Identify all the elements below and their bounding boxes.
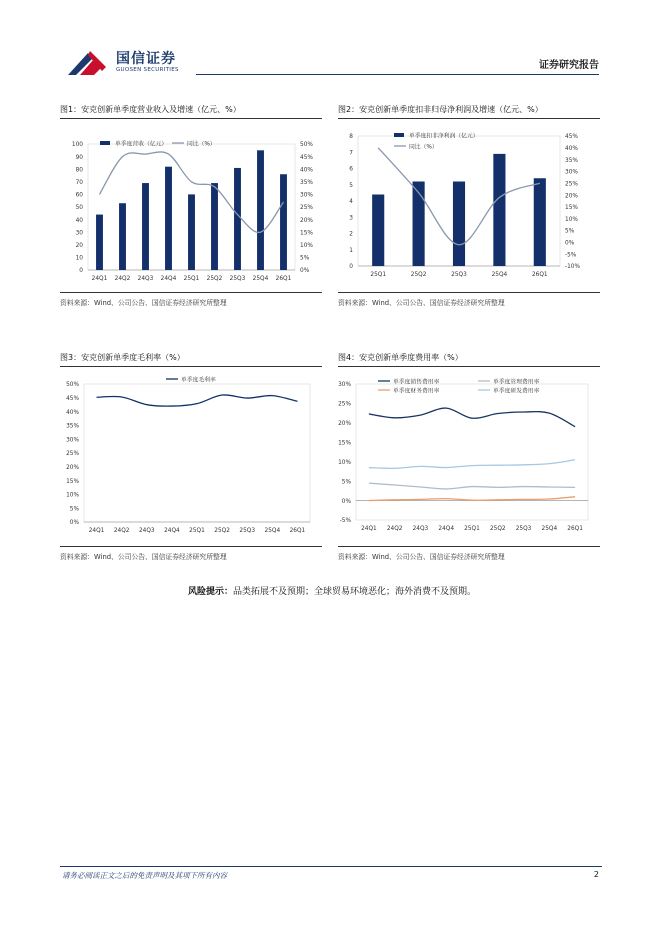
- chart-4-expense-ratios: [338, 370, 600, 544]
- y-tick-label: 2: [349, 231, 353, 238]
- figure-4-bottom-rule: [338, 546, 600, 547]
- legend-label: 单季度研发费用率: [493, 388, 540, 395]
- series-line: [369, 497, 575, 501]
- x-tick-label: 24Q4: [438, 526, 455, 532]
- series-line: [369, 483, 575, 489]
- y-tick-label: 5%: [69, 506, 79, 513]
- bar: [257, 150, 264, 270]
- bar: [453, 182, 465, 267]
- figure-3-top-rule: [60, 366, 322, 367]
- y-tick-label: 30%: [338, 382, 351, 389]
- x-tick-label: 25Q1: [370, 272, 387, 278]
- bar: [534, 178, 546, 266]
- y-tick-label: 0: [349, 264, 353, 271]
- y-tick-label: 30%: [66, 437, 79, 444]
- x-tick-label: 25Q3: [451, 272, 467, 278]
- y-tick-label: 8: [349, 134, 353, 141]
- y-tick-label: 45%: [66, 396, 79, 402]
- y2-tick-label: 0%: [565, 240, 575, 247]
- y2-tick-label: 25%: [565, 181, 578, 188]
- figure-2-bottom-rule: [338, 292, 600, 293]
- y2-tick-label: 40%: [300, 167, 313, 174]
- y-tick-label: 100: [71, 142, 83, 149]
- y2-tick-label: 15%: [300, 230, 313, 237]
- footer-divider: [60, 866, 602, 867]
- logo-text-en: GUOSEN SECURITIES: [116, 67, 179, 73]
- figure-2-title: 图2：安克创新单季度扣非归母净利润及增速（亿元、%）: [338, 105, 543, 114]
- y-tick-label: 60: [75, 192, 83, 199]
- figure-4-top-rule: [338, 366, 600, 367]
- bar: [372, 195, 384, 267]
- header-divider: [196, 74, 599, 75]
- x-tick-label: 25Q3: [515, 526, 532, 532]
- y-tick-label: 0: [79, 268, 83, 275]
- bar: [119, 203, 126, 270]
- x-tick-label: 24Q4: [164, 528, 180, 534]
- legend-label: 单季度销售费用率: [393, 379, 440, 386]
- footer-disclaimer: 请务必阅读正文之后的免责声明及其项下所有内容: [62, 871, 227, 880]
- y2-tick-label: 20%: [300, 217, 313, 224]
- y2-tick-label: 35%: [300, 180, 313, 186]
- y2-tick-label: -5%: [565, 252, 577, 259]
- x-tick-label: 24Q1: [91, 276, 108, 282]
- y2-tick-label: -10%: [565, 264, 580, 271]
- y2-tick-label: 45%: [300, 154, 313, 161]
- y-tick-label: 15%: [66, 478, 79, 485]
- x-tick-label: 24Q3: [137, 276, 154, 282]
- figure-1: [60, 104, 322, 314]
- y-tick-label: 50: [75, 205, 83, 212]
- legend-label: 同比（%）: [409, 144, 438, 151]
- x-tick-label: 24Q3: [412, 526, 429, 532]
- y-tick-label: 0%: [341, 498, 351, 505]
- x-tick-label: 25Q2: [214, 528, 230, 534]
- figure-1-top-rule: [60, 118, 322, 119]
- y-tick-label: 25%: [66, 451, 79, 458]
- x-tick-label: 25Q2: [489, 526, 506, 532]
- chart-2-net-profit: [338, 120, 600, 290]
- figure-4: [338, 352, 600, 562]
- chart-3-gross-margin: [60, 370, 322, 544]
- x-tick-label: 24Q2: [386, 526, 403, 532]
- bar: [413, 182, 425, 267]
- y-tick-label: 7: [349, 150, 353, 157]
- y-tick-label: 15%: [338, 440, 351, 447]
- y2-tick-label: 0%: [300, 268, 310, 275]
- risk-label: 风险提示：: [188, 587, 234, 597]
- x-tick-label: 25Q4: [252, 276, 269, 282]
- legend-label: 同比（%）: [187, 141, 216, 148]
- y2-tick-label: 25%: [300, 205, 313, 212]
- bar: [211, 183, 218, 270]
- y-tick-label: 70: [75, 180, 83, 186]
- y-tick-label: 35%: [66, 423, 79, 430]
- figure-3-source: 资料来源：Wind、公司公告、国信证券经济研究所整理: [60, 553, 227, 561]
- y-tick-label: 10: [75, 255, 83, 262]
- y2-tick-label: 45%: [565, 134, 578, 141]
- x-tick-label: 25Q4: [491, 272, 508, 278]
- legend-swatch: [394, 133, 404, 137]
- risk-notice: [188, 584, 476, 597]
- figure-1-source: 资料来源：Wind、公司公告、国信证券经济研究所整理: [60, 299, 227, 307]
- y-tick-label: 4: [349, 199, 353, 206]
- figure-4-source: 资料来源：Wind、公司公告、国信证券经济研究所整理: [338, 553, 505, 561]
- y2-tick-label: 5%: [565, 228, 575, 235]
- y-tick-label: 40%: [66, 409, 79, 416]
- y-tick-label: 20%: [338, 421, 351, 428]
- x-tick-label: 25Q2: [206, 276, 223, 282]
- bar: [96, 215, 103, 270]
- x-tick-label: 25Q3: [229, 276, 246, 282]
- y-tick-label: 20%: [66, 465, 79, 471]
- bar: [188, 194, 195, 270]
- y-tick-label: 40: [75, 217, 83, 224]
- x-tick-label: 24Q4: [160, 276, 177, 282]
- figure-1-title: 图1：安克创新单季度营业收入及增速（亿元、%）: [60, 105, 241, 114]
- y-tick-label: 30: [75, 230, 83, 237]
- y-tick-label: 5%: [341, 479, 351, 486]
- x-tick-label: 26Q1: [275, 276, 292, 282]
- x-tick-label: 25Q1: [183, 276, 200, 282]
- figure-4-title: 图4：安克创新单季度费用率（%）: [338, 353, 463, 362]
- x-tick-label: 25Q3: [239, 528, 256, 534]
- series-line: [369, 408, 575, 427]
- x-tick-label: 26Q1: [531, 272, 548, 278]
- y2-tick-label: 50%: [300, 142, 313, 149]
- series-line: [97, 395, 298, 406]
- y-tick-label: 20: [75, 243, 83, 249]
- bar: [165, 167, 172, 270]
- y2-tick-label: 30%: [565, 169, 578, 176]
- y-tick-label: 80: [75, 167, 83, 174]
- chart-1-revenue: [60, 120, 322, 290]
- y-tick-label: 0%: [69, 520, 79, 527]
- x-tick-label: 26Q1: [289, 528, 306, 534]
- y2-tick-label: 30%: [300, 192, 313, 199]
- x-tick-label: 24Q1: [361, 526, 377, 532]
- x-tick-label: 25Q4: [264, 528, 281, 534]
- bar: [234, 168, 241, 270]
- y-tick-label: 10%: [338, 459, 351, 466]
- y2-tick-label: 20%: [565, 193, 578, 200]
- legend-label: 单季度营收（亿元）: [115, 141, 168, 148]
- legend-label: 单季度财务费用率: [393, 388, 440, 395]
- bar: [280, 174, 287, 270]
- bar: [493, 154, 505, 266]
- figure-1-bottom-rule: [60, 292, 322, 293]
- y-tick-label: 25%: [338, 401, 351, 408]
- x-tick-label: 24Q3: [138, 528, 155, 534]
- figure-2-source: 资料来源：Wind、公司公告、国信证券经济研究所整理: [338, 299, 505, 307]
- y-tick-label: -5%: [339, 518, 351, 525]
- figure-2: [338, 104, 600, 314]
- y2-tick-label: 10%: [565, 216, 578, 223]
- figure-3-title: 图3：安克创新单季度毛利率（%）: [60, 353, 185, 362]
- legend-label: 单季度扣非净利润（亿元）: [409, 133, 479, 140]
- plot-area: [84, 384, 310, 522]
- x-tick-label: 26Q1: [567, 526, 583, 532]
- y-tick-label: 1: [349, 247, 353, 254]
- y2-tick-label: 10%: [300, 243, 313, 249]
- x-tick-label: 25Q4: [541, 526, 558, 532]
- y-tick-label: 90: [75, 154, 83, 161]
- x-tick-label: 25Q2: [410, 272, 427, 278]
- y2-tick-label: 15%: [565, 205, 578, 212]
- guosen-logo-icon: [66, 47, 110, 79]
- y-tick-label: 3: [349, 215, 353, 222]
- series-line: [369, 460, 575, 469]
- x-tick-label: 24Q1: [88, 528, 105, 534]
- logo-text-cn: 国信证券: [116, 51, 176, 67]
- y-tick-label: 10%: [66, 492, 79, 499]
- risk-text: 品类拓展不及预期；全球贸易环境恶化；海外消费不及预期。: [233, 587, 477, 597]
- y2-tick-label: 40%: [565, 146, 578, 153]
- legend-label: 单季度管理费用率: [493, 379, 540, 386]
- legend-label: 单季度毛利率: [181, 377, 216, 384]
- bar: [142, 183, 149, 270]
- x-tick-label: 25Q1: [189, 528, 205, 534]
- legend-swatch: [100, 141, 110, 145]
- y2-tick-label: 35%: [565, 157, 578, 164]
- x-tick-label: 24Q2: [113, 528, 130, 534]
- y2-tick-label: 5%: [300, 255, 310, 262]
- company-logo: [66, 47, 196, 79]
- figure-2-top-rule: [338, 118, 600, 119]
- report-type: 证券研究报告: [539, 60, 599, 71]
- figure-3-bottom-rule: [60, 546, 322, 547]
- y-tick-label: 5: [349, 182, 353, 189]
- x-tick-label: 24Q2: [114, 276, 131, 282]
- y-tick-label: 6: [349, 166, 353, 173]
- page-number: 2: [593, 870, 599, 879]
- y-tick-label: 50%: [66, 382, 79, 389]
- figure-3: [60, 352, 322, 562]
- x-tick-label: 25Q1: [464, 526, 480, 532]
